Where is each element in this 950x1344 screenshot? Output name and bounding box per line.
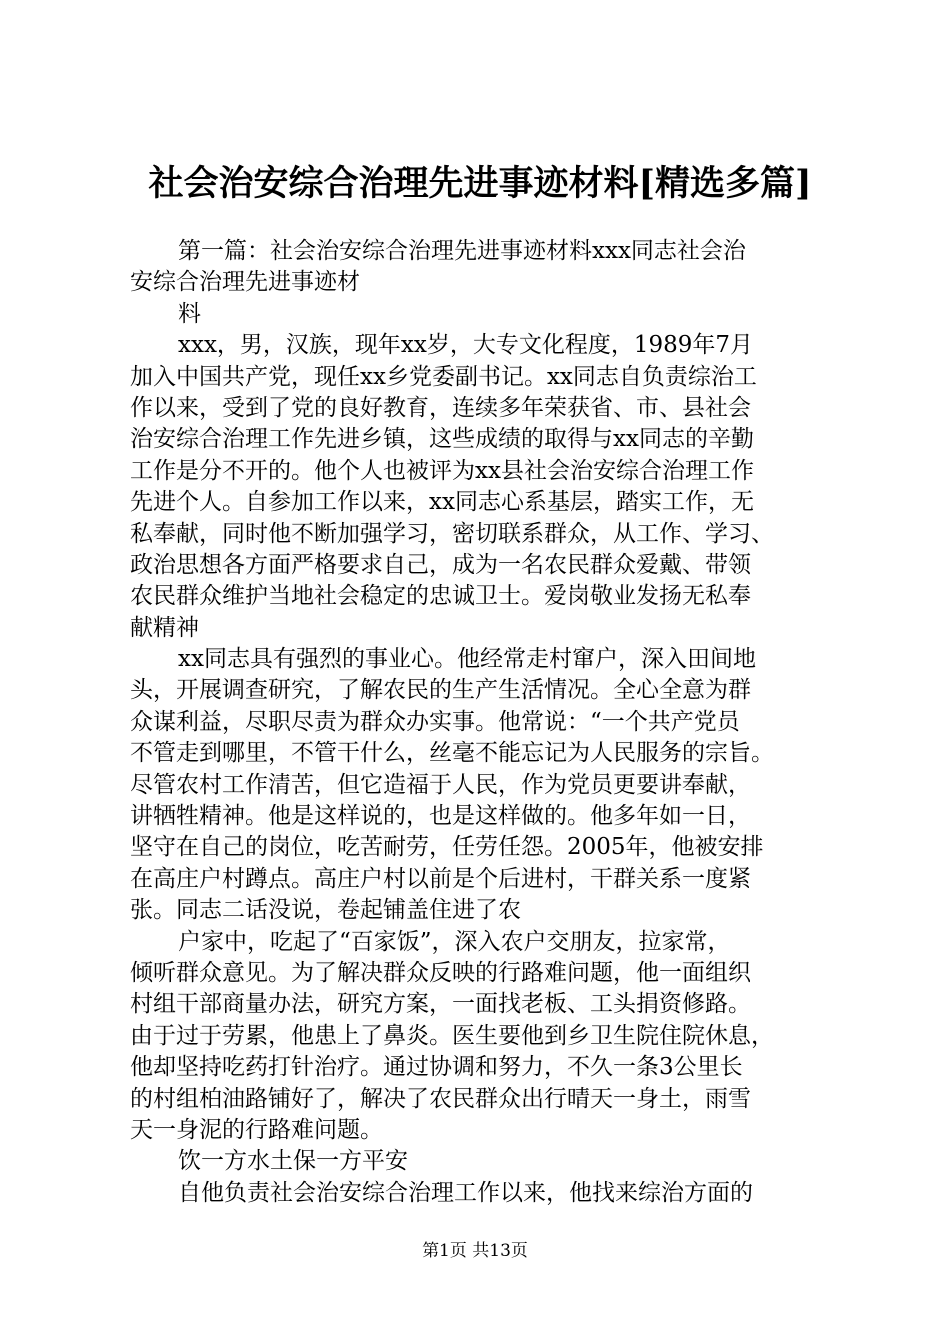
body-text-line: xx同志具有强烈的事业心。他经常走村窜户，深入田间地 [178,646,756,673]
body-text-line: 政治思想各方面严格要求自己，成为一名农民群众爱戴、带领 [130,551,751,578]
body-text-line: 不管走到哪里，不管干什么，丝毫不能忘记为人民服务的宗旨。 [130,740,774,767]
body-text-line: 头，开展调查研究，了解农民的生产生活情况。全心全意为群 [130,677,751,704]
body-text-line: 由于过于劳累，他患上了鼻炎。医生要他到乡卫生院住院休息， [130,1022,774,1049]
body-text-line: 讲牺牲精神。他是这样说的，也是这样做的。他多年如一日， [130,803,751,830]
body-text-line: 作以来，受到了党的良好教育，连续多年荣获省、市、县社会 [130,394,751,421]
document-title: 社会治安综合治理先进事迹材料[精选多篇] [148,163,812,204]
body-text-line: 安综合治理先进事迹材 [130,269,360,296]
body-text-line: 加入中国共产党，现任xx乡党委副书记。xx同志自负责综治工 [130,363,757,390]
body-text-line: 坚守在自己的岗位，吃苦耐劳，任劳任怨。2005年，他被安排 [130,834,764,861]
body-text-line: 自他负责社会治安综合治理工作以来，他找来综治方面的 [178,1179,753,1206]
body-text-line: 倾听群众意见。为了解决群众反映的行路难问题，他一面组织 [130,959,751,986]
body-text-line: 天一身泥的行路难问题。 [130,1116,383,1143]
body-text-line: 献精神 [130,614,199,641]
body-text-line: 第一篇：社会治安综合治理先进事迹材料xxx同志社会治 [178,238,746,264]
body-text-line: 料 [178,300,201,327]
body-text-line: 众谋利益，尽职尽责为群众办实事。他常说：“一个共产党员 [130,708,740,735]
body-text-line: 的村组柏油路铺好了，解决了农民群众出行晴天一身土，雨雪 [130,1085,751,1112]
body-text-line: 村组干部商量办法，研究方案，一面找老板、工头捐资修路。 [130,991,751,1018]
body-text-line: 尽管农村工作清苦，但它造福于人民，作为党员更要讲奉献， [130,771,751,798]
body-text-line: 张。同志二话没说，卷起铺盖住进了农 [130,897,521,924]
body-text-line: xxx，男，汉族，现年xx岁，大专文化程度，1989年7月 [178,332,754,359]
body-text-line: 他却坚持吃药打针治疗。通过协调和努力，不久一条3公里长 [130,1054,743,1081]
body-text-line: 农民群众维护当地社会稳定的忠诚卫士。爱岗敬业发扬无私奉 [130,583,751,610]
page-footer: 第1页 共13页 [422,1241,528,1261]
body-text-line: 户家中，吃起了“百家饭”，深入农户交朋友，拉家常， [178,928,731,955]
document-body [130,236,830,1209]
body-text-line: 在高庄户村蹲点。高庄户村以前是个后进村，干群关系一度紧 [130,865,751,892]
body-text-line: 私奉献，同时他不断加强学习，密切联系群众，从工作、学习、 [130,520,774,547]
body-text-line: 治安综合治理工作先进乡镇，这些成绩的取得与xx同志的辛勤 [130,426,754,453]
body-text-line: 饮一方水土保一方平安 [178,1148,408,1175]
body-text-line: 先进个人。自参加工作以来，xx同志心系基层，踏实工作，无 [130,489,754,516]
body-text-line: 工作是分不开的。他个人也被评为xx县社会治安综合治理工作 [130,457,754,484]
